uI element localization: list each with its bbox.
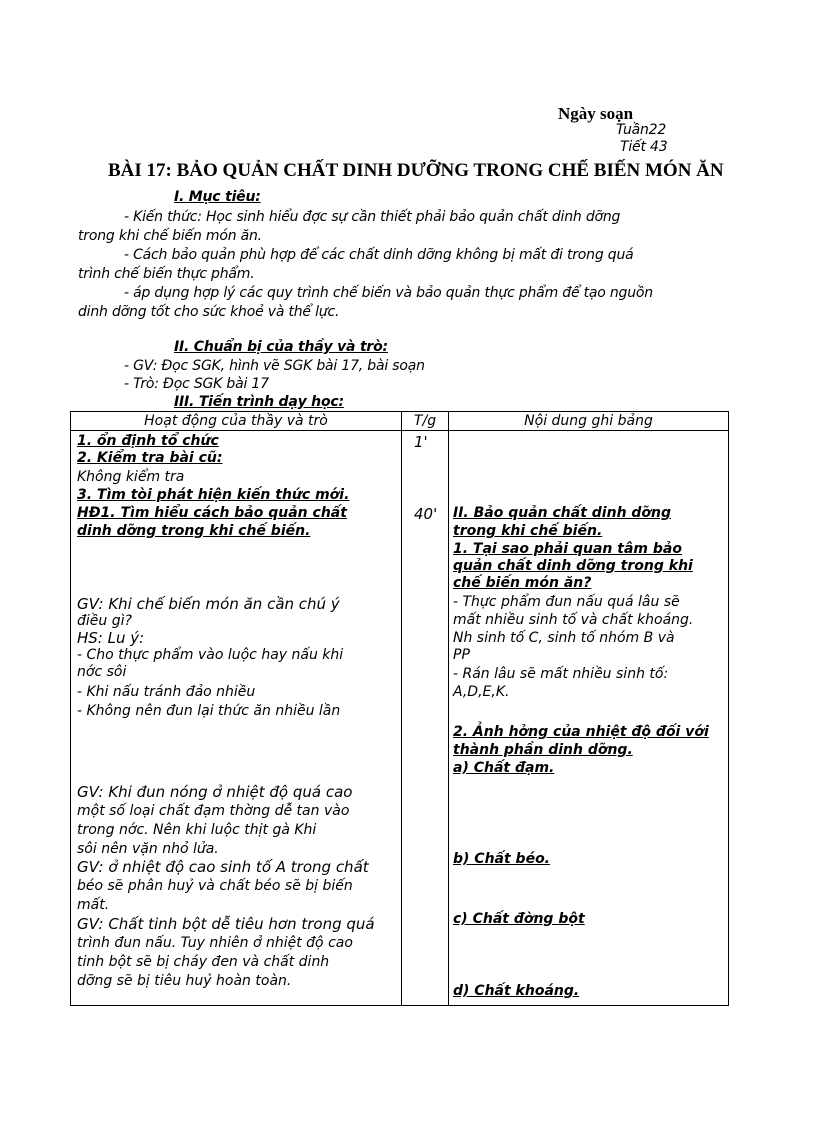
board-line: thành phần dinh dỡng. — [453, 742, 633, 758]
activities-cell — [71, 431, 402, 1006]
activity-line: trình đun nấu. Tuy nhiên ở nhiệt độ cao — [77, 935, 353, 951]
activity-line: trong nớc. Nên khi luộc thịt gà Khi — [77, 822, 317, 838]
activity-line: 3. Tìm tòi phát hiện kiến thức mới. — [77, 487, 350, 503]
board-line: c) Chất đờng bột — [453, 911, 585, 927]
time-value: 40' — [414, 505, 438, 523]
activity-line: điều gì? — [77, 613, 132, 629]
objective-line: - Cách bảo quản phù hợp để các chất dinh dỡng không bị mất đi trong quá — [124, 247, 634, 263]
week-label: Tuần22 — [616, 122, 667, 138]
activity-text: Khi chế biến món ăn cần chú ý — [103, 595, 340, 613]
activity-line: 1. ổn định tổ chức — [77, 433, 219, 449]
preparation-line: - GV: Đọc SGK, hình vẽ SGK bài 17, bài soạn — [124, 358, 425, 374]
board-line: b) Chất béo. — [453, 851, 551, 867]
board-line: chế biến món ăn? — [453, 575, 592, 591]
board-line: d) Chất khoáng. — [453, 983, 580, 999]
board-line: trong khi chế biến. — [453, 523, 603, 539]
activity-line: mất. — [77, 897, 110, 913]
board-line: Nh sinh tố C, sinh tố nhóm B và — [453, 630, 675, 646]
activity-line: béo sẽ phân huỷ và chất béo sẽ bị biến — [77, 878, 353, 894]
board-content-cell — [449, 431, 729, 1006]
gv-label: GV: — [77, 915, 104, 933]
table-row — [71, 431, 729, 1006]
time-value: 1' — [414, 433, 428, 451]
header-time: T/g — [402, 412, 449, 431]
hs-label: HS: — [77, 629, 103, 647]
objective-line: dinh dỡng tốt cho sức khoẻ và thể lực. — [78, 304, 340, 320]
gv-label: GV: — [77, 595, 104, 613]
activity-line: dinh dỡng trong khi chế biến. — [77, 523, 311, 539]
board-line: mất nhiều sinh tố và chất khoáng. — [453, 612, 694, 628]
header-activities: Hoạt động của thầy và trò — [71, 412, 402, 431]
activity-text: Lu ý: — [102, 629, 145, 647]
activity-line: một số loại chất đạm thờng dễ tan vào — [77, 803, 350, 819]
lesson-number-label: Tiết 43 — [620, 139, 668, 155]
activity-line: HĐ1. Tìm hiểu cách bảo quản chất — [77, 505, 347, 521]
board-line: A,D,E,K. — [453, 684, 510, 700]
gv-label: GV: — [77, 783, 104, 801]
lesson-plan-table — [70, 411, 729, 1006]
section-preparation-heading: II. Chuẩn bị của thầy và trò: — [174, 339, 388, 355]
activity-line: Không kiểm tra — [77, 469, 185, 485]
activity-line: 2. Kiểm tra bài cũ: — [77, 450, 223, 466]
activity-line — [77, 784, 352, 801]
objective-line: trình chế biến thực phẩm. — [78, 266, 255, 282]
board-line: 1. Tại sao phải quan tâm bảo — [453, 541, 682, 557]
board-line: - Thực phẩm đun nấu quá lâu sẽ — [453, 594, 680, 610]
activity-line: - Khi nấu tránh đảo nhiều — [77, 684, 256, 700]
board-line: PP — [453, 647, 470, 663]
preparation-line: - Trò: Đọc SGK bài 17 — [124, 376, 269, 392]
activity-line — [77, 596, 340, 613]
activity-text: Khi đun nóng ở nhiệt độ quá cao — [103, 783, 353, 801]
activity-line — [77, 630, 144, 647]
activity-line: sôi nên vặn nhỏ lửa. — [77, 841, 219, 857]
activity-line — [77, 859, 369, 876]
board-line: a) Chất đạm. — [453, 760, 555, 776]
time-cell — [402, 431, 449, 1006]
activity-line: tinh bột sẽ bị cháy đen và chất dinh — [77, 954, 330, 970]
objective-line: - áp dụng hợp lý các quy trình chế biến và bảo quản thực phẩm để tạo nguồn — [124, 285, 653, 301]
activity-text: Chất tinh bột dễ tiêu hơn trong quá — [103, 915, 375, 933]
activity-line — [77, 916, 375, 933]
objective-line: trong khi chế biến món ăn. — [78, 228, 262, 244]
objective-line: - Kiến thức: Học sinh hiểu đợc sự cần thiết phải bảo quản chất dinh dỡng — [124, 209, 621, 225]
activity-line: nớc sôi — [77, 664, 127, 680]
table-header-row — [71, 412, 729, 431]
board-line: - Rán lâu sẽ mất nhiều sinh tố: — [453, 666, 669, 682]
section-process-heading: III. Tiến trình dạy học: — [174, 394, 344, 410]
date-label: Ngày soạn — [558, 104, 634, 123]
board-line: 2. Ảnh hởng của nhiệt độ đối với — [453, 724, 709, 740]
header-board-content: Nội dung ghi bảng — [449, 412, 729, 431]
activity-line: - Không nên đun lại thức ăn nhiều lần — [77, 703, 341, 719]
board-line: II. Bảo quản chất dinh dỡng — [453, 505, 672, 521]
board-line: quản chất dinh dỡng trong khi — [453, 558, 693, 574]
gv-label: GV: — [77, 858, 104, 876]
activity-text: ở nhiệt độ cao sinh tố A trong chất — [103, 858, 369, 876]
page-title: BÀI 17: BẢO QUẢN CHẤT DINH DƯỠNG TRONG CHẾ BIẾN MÓN ĂN — [108, 160, 724, 181]
activity-line: - Cho thực phẩm vào luộc hay nấu khi — [77, 647, 344, 663]
section-objectives-heading: I. Mục tiêu: — [174, 189, 261, 205]
activity-line: dỡng sẽ bị tiêu huỷ hoàn toàn. — [77, 973, 292, 989]
